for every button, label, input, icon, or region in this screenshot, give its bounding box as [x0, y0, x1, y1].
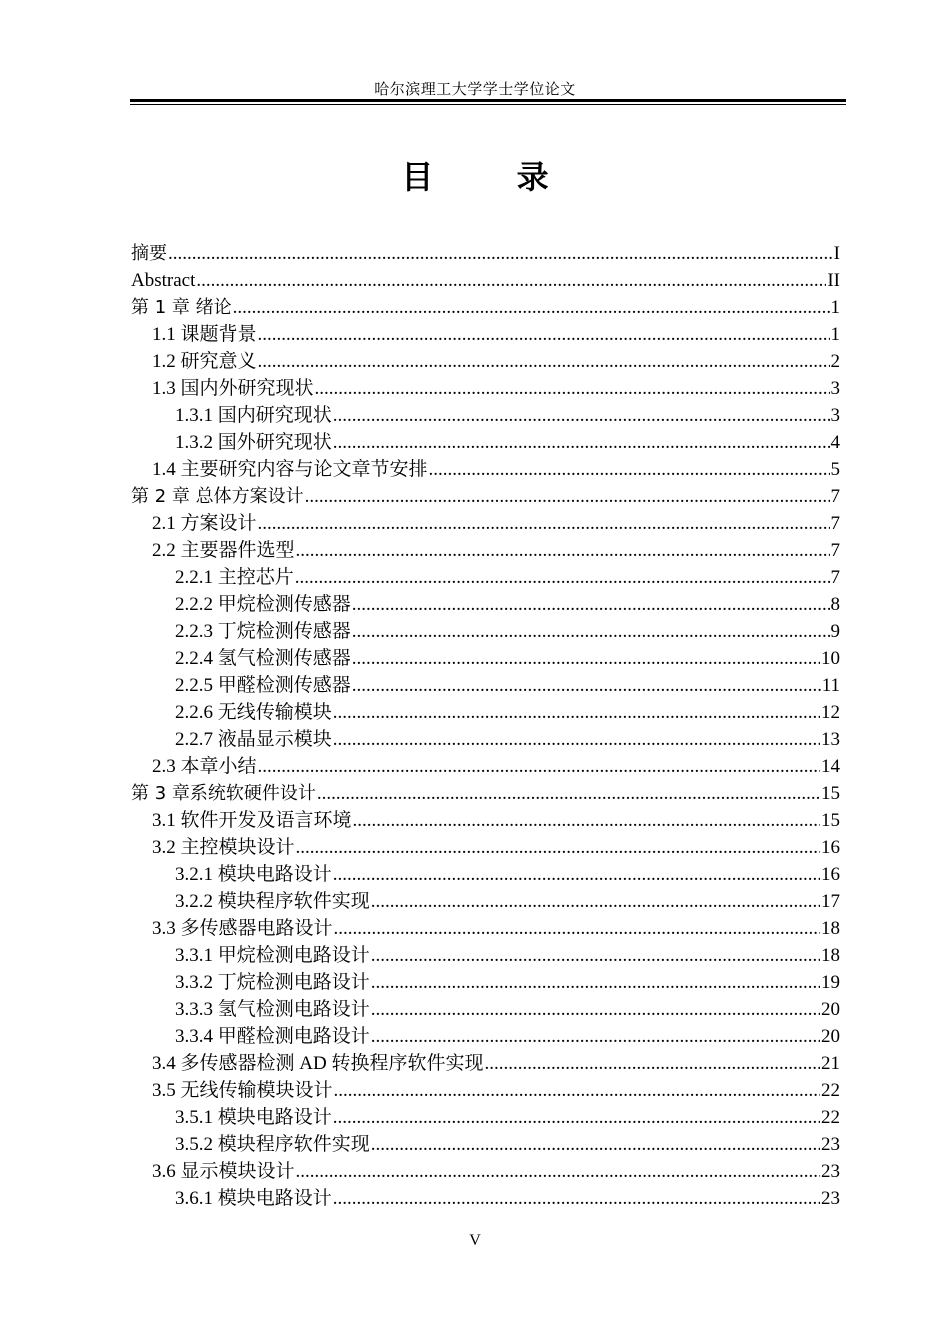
- toc-dot-leader: [296, 537, 830, 564]
- toc-entry-label: 2.2.3 丁烷检测传感器: [175, 621, 351, 642]
- toc-entry-label: 3.5.2 模块程序软件实现: [175, 1134, 370, 1155]
- toc-entry-label: 3.2.1 模块电路设计: [175, 864, 332, 885]
- toc-entry[interactable]: [131, 645, 840, 672]
- toc-entry[interactable]: [131, 402, 840, 429]
- toc-entry-label: 1.3 国内外研究现状: [152, 378, 314, 399]
- toc-title: 目 录: [401, 158, 585, 196]
- toc-entry-page: 16: [821, 837, 840, 858]
- toc-entry-page: 7: [830, 567, 840, 588]
- toc-entry-label: 3.6.1 模块电路设计: [175, 1188, 332, 1209]
- toc-entry[interactable]: [131, 1077, 840, 1104]
- toc-dot-leader: [333, 1185, 820, 1212]
- toc-entry[interactable]: [131, 537, 840, 564]
- toc-entry-page: 7: [830, 486, 840, 507]
- toc-entry-page: 20: [821, 999, 840, 1020]
- toc-entry-label: 3.1 软件开发及语言环境: [152, 810, 352, 831]
- toc-entry-page: 1: [830, 324, 840, 345]
- toc-entry[interactable]: [131, 807, 840, 834]
- toc-entry-label: 1.3.2 国外研究现状: [175, 432, 332, 453]
- toc-dot-leader: [371, 996, 820, 1023]
- toc-entry[interactable]: [131, 726, 840, 753]
- toc-entry-label: 第 2 章 总体方案设计: [131, 486, 304, 507]
- toc-entry[interactable]: [131, 1158, 840, 1185]
- toc-entry[interactable]: [131, 834, 840, 861]
- toc-entry-label: 2.2.2 甲烷检测传感器: [175, 594, 351, 615]
- toc-entry-label: 3.2.2 模块程序软件实现: [175, 891, 370, 912]
- toc-entry-page: 7: [830, 540, 840, 561]
- toc-entry-page: 16: [821, 864, 840, 885]
- toc-entry-label: 2.3 本章小结: [152, 756, 257, 777]
- toc-entry[interactable]: [131, 1185, 840, 1212]
- toc-dot-leader: [371, 942, 820, 969]
- toc-entry-page: 8: [830, 594, 840, 615]
- toc-entry-page: 22: [821, 1107, 840, 1128]
- toc-entry-label: 1.1 课题背景: [152, 324, 257, 345]
- toc-dot-leader: [334, 1077, 820, 1104]
- toc-entry-label: 2.1 方案设计: [152, 513, 257, 534]
- toc-entry-label: 3.2 主控模块设计: [152, 837, 295, 858]
- toc-entry-label: 2.2.4 氢气检测传感器: [175, 648, 351, 669]
- toc-entry[interactable]: [131, 1104, 840, 1131]
- toc-entry-page: 21: [821, 1053, 840, 1074]
- toc-entry[interactable]: [131, 672, 840, 699]
- toc-entry-label: 2.2.1 主控芯片: [175, 567, 294, 588]
- toc-dot-leader: [352, 645, 820, 672]
- toc-entry[interactable]: [131, 969, 840, 996]
- toc-entry[interactable]: [131, 564, 840, 591]
- toc-dot-leader: [371, 969, 820, 996]
- toc-dot-leader: [333, 1104, 820, 1131]
- toc-dot-leader: [353, 807, 820, 834]
- toc-entry[interactable]: [131, 240, 840, 267]
- toc-entry[interactable]: [131, 348, 840, 375]
- toc-dot-leader: [352, 591, 830, 618]
- toc-dot-leader: [352, 672, 821, 699]
- toc-entry[interactable]: [131, 996, 840, 1023]
- toc-dot-leader: [334, 915, 820, 942]
- toc-entry[interactable]: [131, 942, 840, 969]
- toc-entry[interactable]: [131, 456, 840, 483]
- toc-dot-leader: [258, 510, 830, 537]
- toc-entry-page: 14: [821, 756, 840, 777]
- toc-entry[interactable]: [131, 429, 840, 456]
- toc-entry[interactable]: [131, 267, 840, 294]
- toc-entry-label: 第 3 章系统软硬件设计: [131, 783, 316, 804]
- toc-entry-label: 3.4 多传感器检测 AD 转换程序软件实现: [152, 1053, 484, 1074]
- toc-entry[interactable]: [131, 861, 840, 888]
- toc-entry-label: 1.4 主要研究内容与论文章节安排: [152, 459, 428, 480]
- toc-entry[interactable]: [131, 294, 840, 321]
- toc-entry-label: 第 1 章 绪论: [131, 297, 232, 318]
- toc-entry-label: Abstract: [131, 270, 196, 291]
- toc-entry-page: 22: [821, 1080, 840, 1101]
- toc-entry-label: 3.3.4 甲醛检测电路设计: [175, 1026, 370, 1047]
- toc-entry-page: 3: [830, 405, 840, 426]
- toc-entry[interactable]: [131, 915, 840, 942]
- toc-entry-label: 3.3 多传感器电路设计: [152, 918, 333, 939]
- toc-entry-page: 13: [821, 729, 840, 750]
- toc-entry[interactable]: [131, 483, 840, 510]
- toc-entry[interactable]: [131, 375, 840, 402]
- toc-entry-page: 23: [821, 1134, 840, 1155]
- toc-dot-leader: [317, 780, 820, 807]
- toc-entry[interactable]: [131, 1023, 840, 1050]
- toc-dot-leader: [371, 1131, 820, 1158]
- toc-entry-page: II: [827, 270, 840, 291]
- toc-dot-leader: [484, 1050, 820, 1077]
- toc-dot-leader: [258, 321, 830, 348]
- toc-entry[interactable]: [131, 888, 840, 915]
- toc-entry[interactable]: [131, 753, 840, 780]
- toc-entry-label: 1.3.1 国内研究现状: [175, 405, 332, 426]
- toc-dot-leader: [315, 375, 830, 402]
- toc-dot-leader: [352, 618, 830, 645]
- toc-entry-page: 10: [821, 648, 840, 669]
- toc-entry-page: 2: [830, 351, 840, 372]
- toc-entry-page: 3: [830, 378, 840, 399]
- toc-entry-label: 3.6 显示模块设计: [152, 1161, 295, 1182]
- toc-dot-leader: [296, 1158, 820, 1185]
- toc-entry-page: 15: [821, 810, 840, 831]
- toc-entry-page: 1: [830, 297, 840, 318]
- toc-entry[interactable]: [131, 618, 840, 645]
- toc-entry-page: 4: [830, 432, 840, 453]
- toc-entry-page: I: [833, 243, 840, 264]
- toc-entry-page: 9: [830, 621, 840, 642]
- toc-entry-label: 2.2.7 液晶显示模块: [175, 729, 332, 750]
- toc-dot-leader: [168, 240, 833, 267]
- toc-entry[interactable]: [131, 1131, 840, 1158]
- toc-entry[interactable]: [131, 699, 840, 726]
- toc-entry-page: 15: [821, 783, 840, 804]
- toc-entry-label: 摘要: [131, 243, 167, 264]
- toc-entry-label: 3.3.2 丁烷检测电路设计: [175, 972, 370, 993]
- toc-dot-leader: [371, 888, 820, 915]
- toc-entry-page: 11: [821, 675, 840, 696]
- toc-entry-label: 2.2 主要器件选型: [152, 540, 295, 561]
- toc-dot-leader: [333, 699, 820, 726]
- toc-entry-page: 19: [821, 972, 840, 993]
- toc-entry-page: 5: [830, 459, 840, 480]
- toc-entry-page: 18: [821, 945, 840, 966]
- toc-dot-leader: [333, 402, 830, 429]
- toc-entry-label: 3.3.1 甲烷检测电路设计: [175, 945, 370, 966]
- toc-dot-leader: [429, 456, 830, 483]
- toc-entry-page: 23: [821, 1188, 840, 1209]
- toc-entry-label: 2.2.6 无线传输模块: [175, 702, 332, 723]
- toc-entry-label: 1.2 研究意义: [152, 351, 257, 372]
- toc-dot-leader: [196, 267, 826, 294]
- toc-dot-leader: [333, 861, 820, 888]
- toc-entry-label: 2.2.5 甲醛检测传感器: [175, 675, 351, 696]
- toc-dot-leader: [305, 483, 830, 510]
- toc-entry[interactable]: [131, 510, 840, 537]
- toc-dot-leader: [258, 753, 820, 780]
- page-number: V: [469, 1232, 481, 1249]
- toc-dot-leader: [296, 834, 820, 861]
- toc-entry[interactable]: [131, 1050, 840, 1077]
- toc-entry[interactable]: [131, 780, 840, 807]
- toc-dot-leader: [233, 294, 830, 321]
- toc-entry-label: 3.5 无线传输模块设计: [152, 1080, 333, 1101]
- toc-entry-page: 20: [821, 1026, 840, 1047]
- toc-entry-page: 12: [821, 702, 840, 723]
- toc-entry-label: 3.3.3 氢气检测电路设计: [175, 999, 370, 1020]
- toc-dot-leader: [333, 429, 830, 456]
- toc-entry-page: 23: [821, 1161, 840, 1182]
- toc-entry-page: 7: [830, 513, 840, 534]
- toc-entry[interactable]: [131, 591, 840, 618]
- toc-entry-label: 3.5.1 模块电路设计: [175, 1107, 332, 1128]
- table-of-contents: [131, 240, 840, 1212]
- toc-dot-leader: [295, 564, 830, 591]
- running-header: 哈尔滨理工大学学士学位论文: [374, 82, 576, 98]
- toc-dot-leader: [333, 726, 820, 753]
- toc-dot-leader: [258, 348, 830, 375]
- toc-entry-page: 18: [821, 918, 840, 939]
- toc-entry-page: 17: [821, 891, 840, 912]
- toc-entry[interactable]: [131, 321, 840, 348]
- toc-dot-leader: [371, 1023, 820, 1050]
- header-rule-thick: [130, 99, 846, 102]
- header-rule-thin: [130, 104, 846, 105]
